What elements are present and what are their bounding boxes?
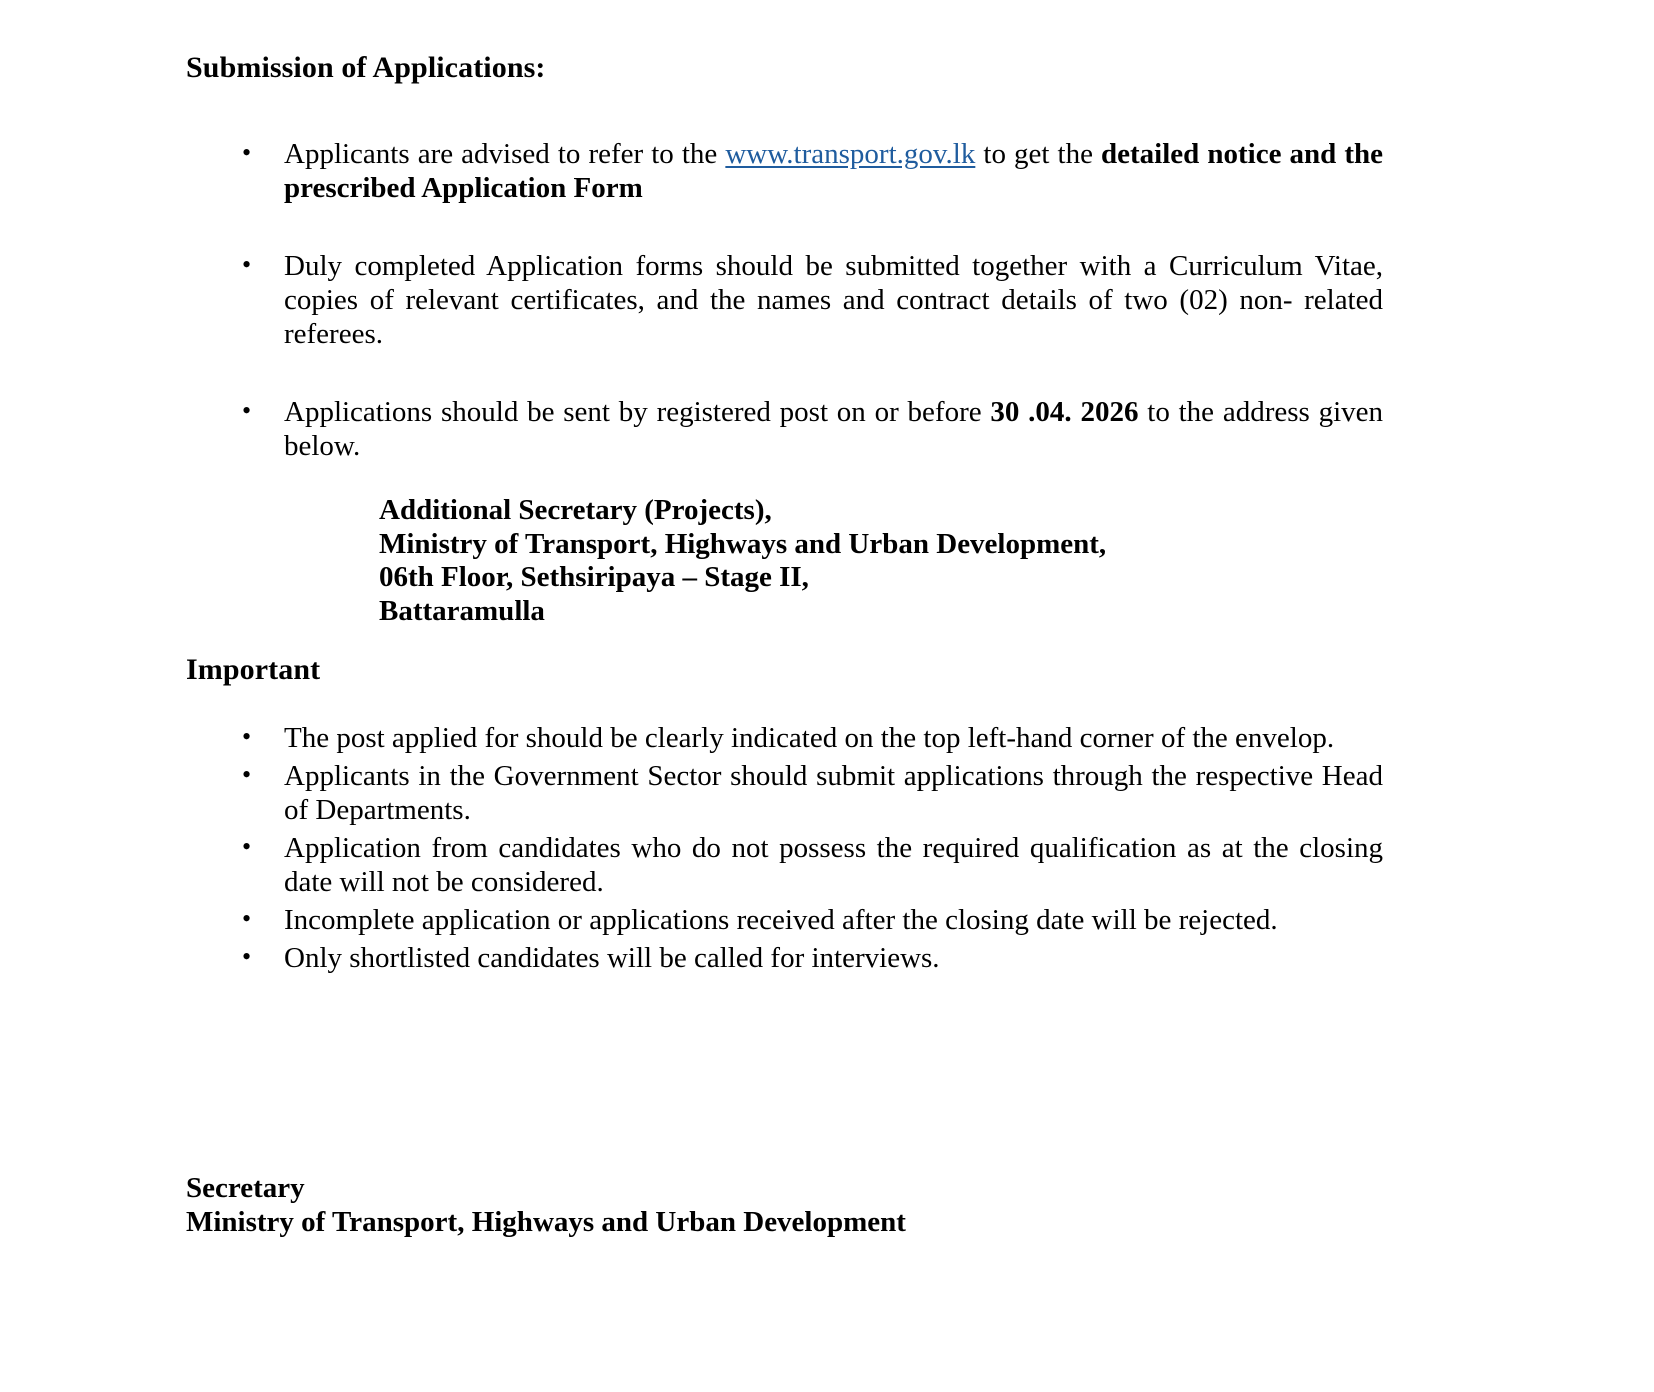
signature-block [186,1172,906,1240]
list-item [186,396,1383,464]
important-bullet-incomplete: • Incomplete application or applications received after the closing date will be rejected. [284,903,1278,936]
refer-website-prefix: Applicants are advised to refer to the [284,138,726,170]
bullet-text-closing-date [284,396,1383,464]
refer-website-bold-tail: detailed notice and the prescribed Application Form [284,138,1383,204]
submission-address-block [379,494,1106,629]
bullet-text-refer-website [284,138,1383,206]
bullet-text-application-contents: • Duly completed Application forms should be submitted together with a Curriculum Vitae, copies of relevant certificates, and the names and contract details of two (02) non- related referees. [284,249,1383,350]
list-item [186,138,1383,206]
address-line-1: Additional Secretary (Projects), [379,494,772,526]
list-item [186,760,1383,828]
address-line-4: Battaramulla [379,594,545,627]
important-heading: Important [186,653,321,686]
transport-website-link[interactable]: www.transport.gov.lk [725,138,976,170]
address-line-3: 06th Floor, Sethsiripaya – Stage II, [379,561,809,594]
signature-line-1: Secretary [186,1172,305,1204]
important-bullet-envelop: • The post applied for should be clearly indicated on the top left-hand corner of the envelop. [284,722,1335,754]
list-item [186,904,1383,938]
submission-bullet-list [186,138,1383,463]
important-bullet-list [186,722,1383,979]
closing-date-prefix: Applications should be sent by registered post on or before [284,395,991,428]
signature-line-2: Ministry of Transport, Highways and Urban Development [186,1205,906,1238]
important-bullet-government-sector: • Applicants in the Government Sector should submit applications through the respective Head of Departments. [284,759,1383,826]
list-item [186,832,1383,900]
submission-heading: Submission of Applications: [186,51,546,84]
closing-date-value: 30 .04. 2026 [990,395,1139,428]
address-line-2: Ministry of Transport, Highways and Urban Development, [379,527,1107,560]
important-bullet-qualification: • Application from candidates who do not possess the required qualification as at the closing date will not be considered. [284,831,1383,898]
list-item [186,250,1383,352]
refer-website-middle: to get the [975,138,1102,170]
list-item [186,722,1383,756]
important-bullet-shortlisted: • Only shortlisted candidates will be called for interviews. [284,941,940,974]
closing-date-suffix: to the address given below. [284,395,1384,462]
list-item [186,942,1383,976]
